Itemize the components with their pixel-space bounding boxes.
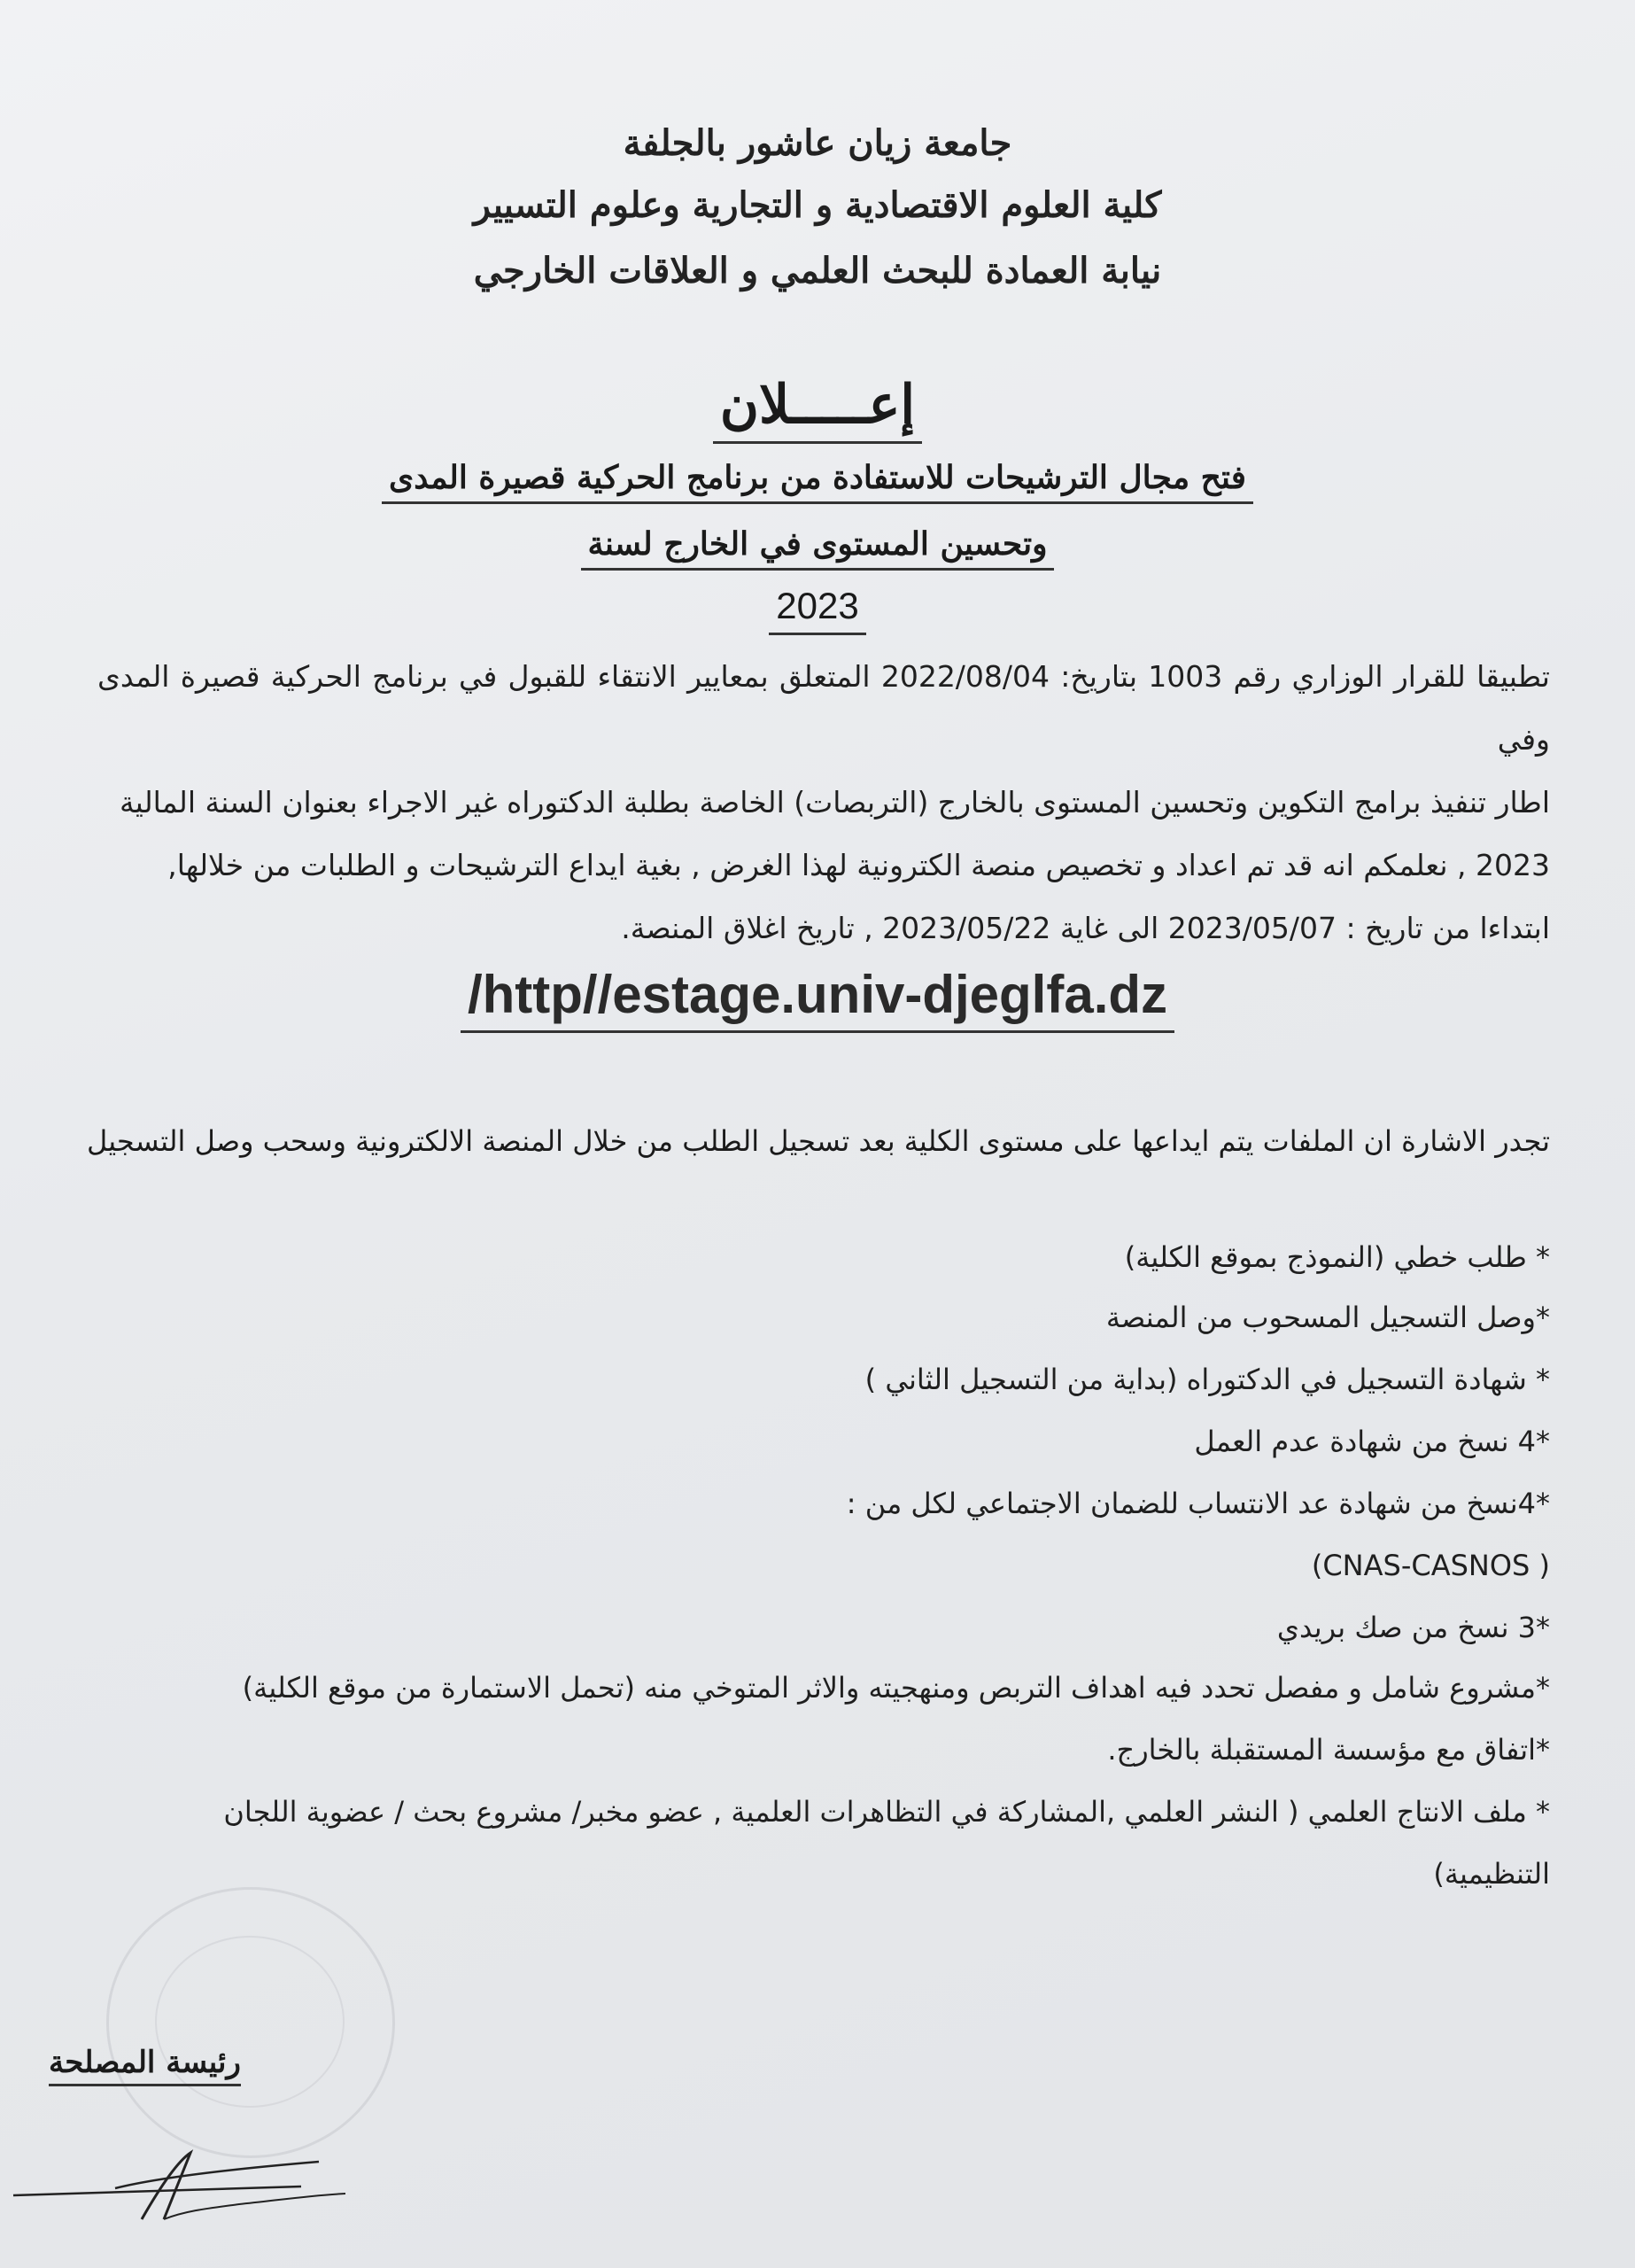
list-item: *3 نسخ من صك بريدي [1276, 1611, 1550, 1644]
subtitle-1-text: فتح مجال الترشيحات للاستفادة من برنامج الحركية قصيرة المدى [382, 459, 1253, 504]
subtitle-2-text: وتحسين المستوى في الخارج لسنة [581, 525, 1055, 571]
required-documents-list [97, 1240, 1550, 1896]
list-item: *4 نسخ من شهادة عدم العمل [1194, 1425, 1550, 1458]
list-item: * شهادة التسجيل في الدكتوراه (بداية من التسجيل الثاني ) [864, 1363, 1550, 1396]
announcement-title [0, 374, 1635, 444]
list-item: التنظيمية) [1433, 1857, 1550, 1891]
body-line: ابتداءا من تاريخ : 2023/05/07 الى غاية 2023/05/22 , تاريخ اغلاق المنصة. [621, 911, 1550, 945]
faculty-name: كلية العلوم الاقتصادية و التجارية وعلوم التسيير [473, 184, 1162, 226]
announcement-subtitle-2 [0, 525, 1635, 571]
list-item: *مشروع شامل و مفصل تحدد فيه اهداف التربص ومنهجيته والاثر المتوخي منه (تحمل الاستمارة من موقع الكلية) [242, 1671, 1550, 1705]
list-item: * طلب خطي (النموذج بموقع الكلية) [1124, 1240, 1550, 1274]
platform-url[interactable]: /http//estage.univ-djeglfa.dz [461, 964, 1174, 1033]
list-item: * ملف الانتاج العلمي ( النشر العلمي ,المشاركة في التظاهرات العلمية , عضو مخبر/ مشروع بحث / عضوية اللجان [223, 1795, 1550, 1829]
university-name: جامعة زيان عاشور بالجلفة [623, 122, 1012, 164]
signature-title-text: رئيسة المصلحة [49, 2045, 241, 2086]
body-line: اطار تنفيذ برامج التكوين وتحسين المستوى بالخارج (التربصات) الخاصة بطلبة الدكتوراه غير الاجراء بعنوان السنة المالية [119, 785, 1550, 819]
list-item: *4نسخ من شهادة عد الانتساب للضمان الاجتماعي لكل من : [846, 1487, 1550, 1520]
body-line: تطبيقا للقرار الوزاري رقم 1003 بتاريخ: 2022/08/04 المتعلق بمعايير الانتقاء للقبول في برنامج الحركية قصيرة المدى وفي [97, 659, 1550, 757]
announcement-title-text: إعـــــلان [713, 374, 922, 444]
list-item: (CNAS-CASNOS ) [1311, 1549, 1550, 1582]
list-item: *اتفاق مع مؤسسة المستقبلة بالخارج. [1107, 1733, 1550, 1767]
deanship-name: نيابة العمادة للبحث العلمي و العلاقات الخارجي [473, 250, 1162, 291]
deposit-note: تجدر الاشارة ان الملفات يتم ايداعها على مستوى الكلية بعد تسجيل الطلب من خلال المنصة الالكترونية وسحب وصل التسجيل [87, 1124, 1550, 1158]
announcement-year [0, 585, 1635, 635]
platform-link [0, 964, 1635, 1033]
handwritten-signature [9, 2135, 363, 2233]
year-text: 2023 [769, 585, 865, 635]
body-paragraph [97, 645, 1550, 959]
list-item: *وصل التسجيل المسحوب من المنصة [1105, 1301, 1550, 1334]
signature-title [49, 2045, 241, 2080]
body-line: 2023 , نعلمكم انه قد تم اعداد و تخصيص منصة الكترونية لهذا الغرض , بغية ايداع الترشيحات و الطلبات من خلالها, [167, 848, 1550, 882]
announcement-subtitle-1 [0, 459, 1635, 504]
